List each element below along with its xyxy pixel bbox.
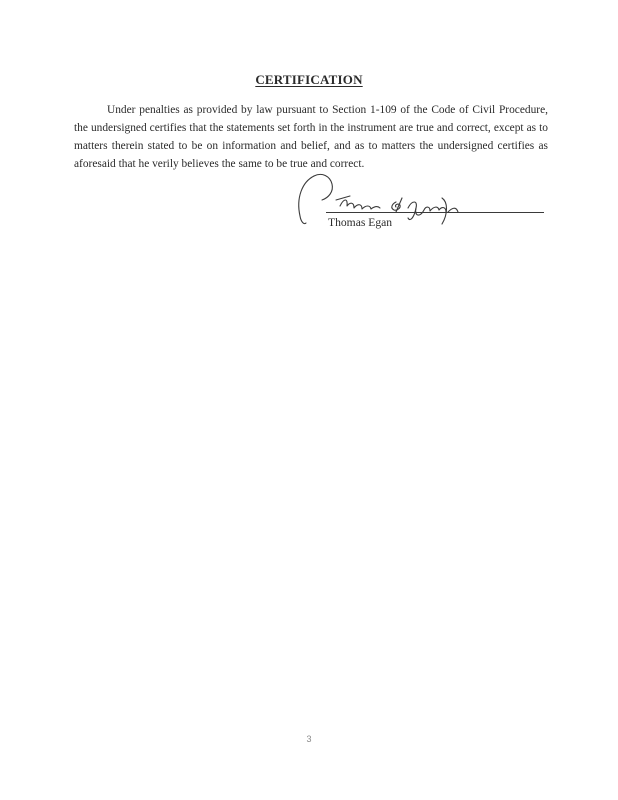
certification-heading: CERTIFICATION xyxy=(255,72,363,87)
signature-block xyxy=(292,168,552,238)
signer-name: Thomas Egan xyxy=(328,216,393,229)
signature-line xyxy=(326,212,544,213)
certification-paragraph: Under penalties as provided by law pursuant to Section 1-109 of the Code of Civil Procedure, the undersigned certifies that the statements set forth in the instrument are true and correct, except as to matters therein stated to be on information and belief, and as to matters the undersigned certifies as aforesaid that he verily believes the same to be true and correct. xyxy=(74,104,548,170)
page-number: 3 xyxy=(306,734,312,744)
